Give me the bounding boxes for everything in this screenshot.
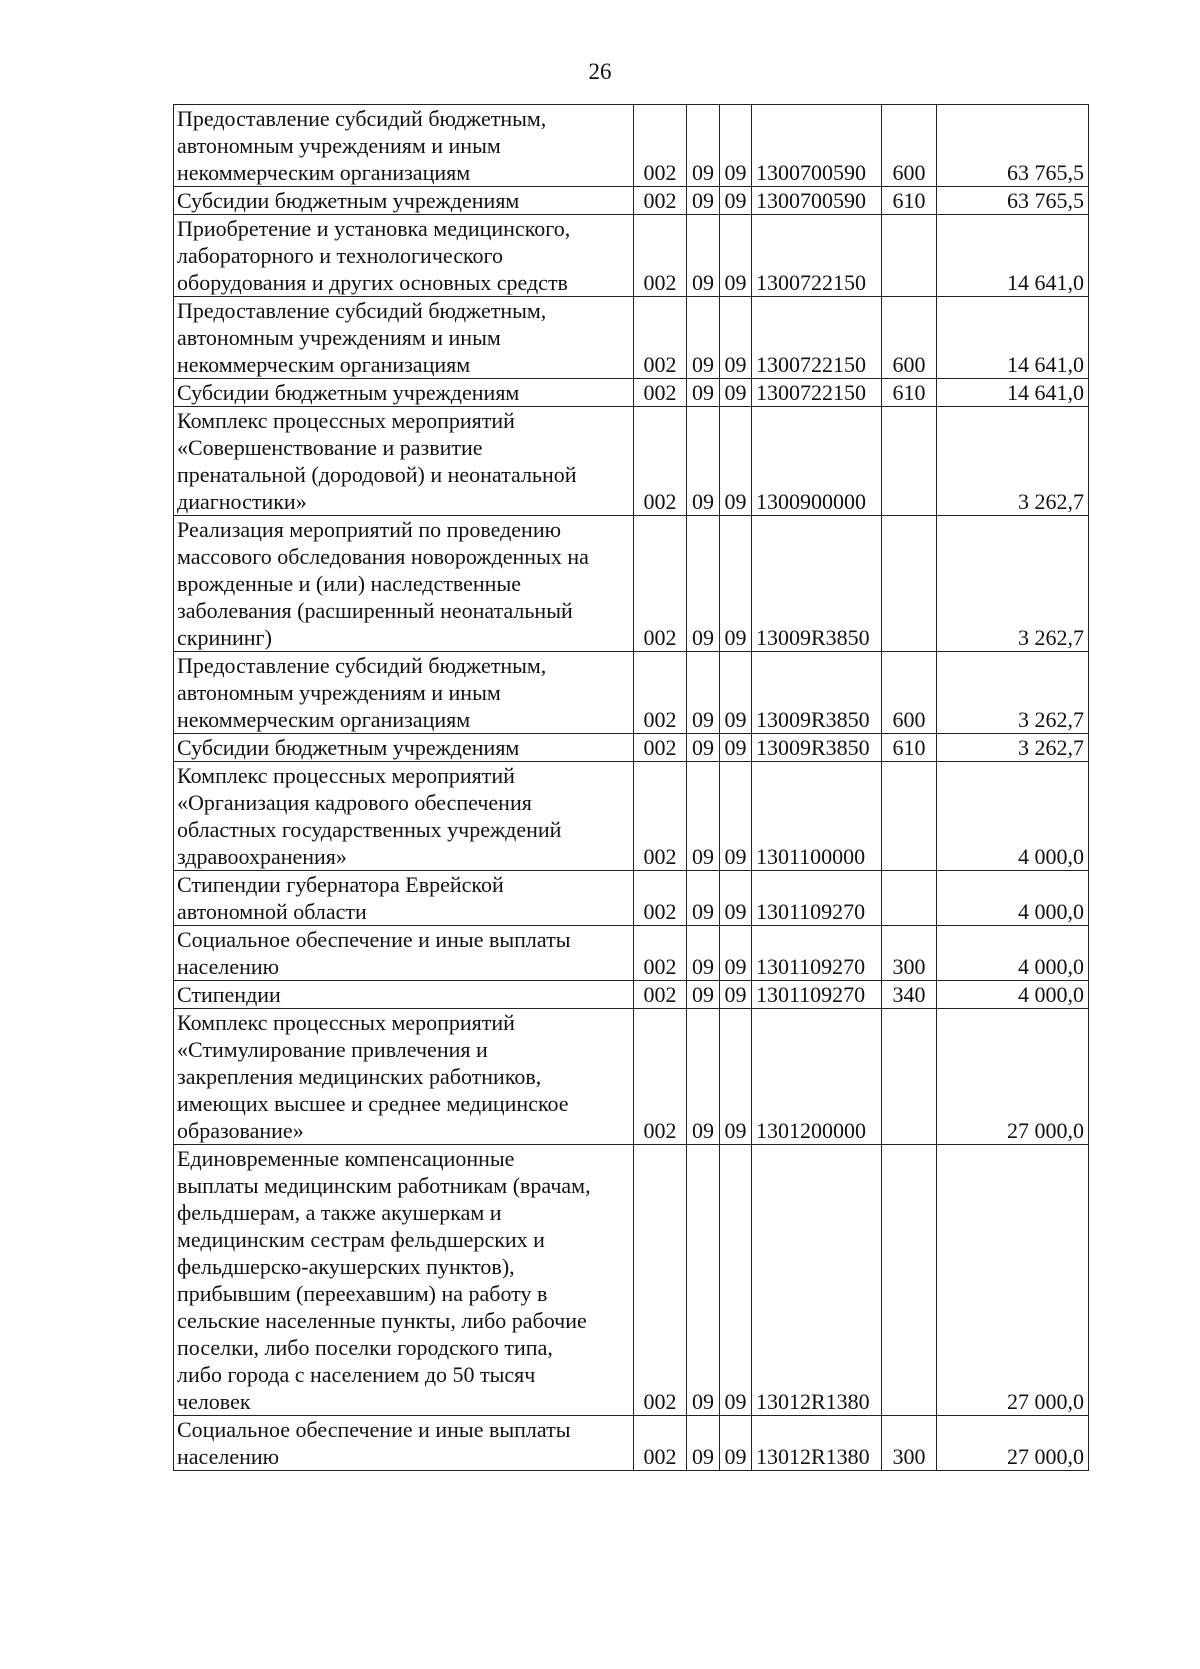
target-article-code-cell: 1300722150 [752,215,882,297]
item-name-line: Стипендии [177,982,281,1007]
item-name-cell [174,379,634,407]
budget-table-body [174,105,1089,1471]
department-code-cell: 002 [634,516,687,652]
target-article-code-cell: 1301100000 [752,762,882,871]
item-name-line: Комплекс процессных мероприятий [177,763,515,788]
item-name-line: Предоставление субсидий бюджетным, [177,298,547,323]
target-article-code-cell: 13012R1380 [752,1416,882,1471]
item-name-cell [174,215,634,297]
item-name-line: Предоставление субсидий бюджетным, [177,653,547,678]
expense-type-code-cell: 300 [882,926,937,981]
department-code-cell: 002 [634,734,687,762]
item-name-cell [174,1416,634,1471]
item-name-line: населению [177,954,280,979]
table-row [174,1145,1089,1416]
item-name-line: поселки, либо поселки городского типа, [177,1335,553,1360]
subsection-code-cell: 09 [720,379,752,407]
department-code-cell: 002 [634,105,687,187]
table-row [174,652,1089,734]
section-code-cell: 09 [687,762,720,871]
item-name-line: заболевания (расширенный неонатальный [177,598,573,623]
item-name-line: медицинским сестрам фельдшерских и [177,1227,545,1252]
amount-cell: 27 000,0 [937,1416,1089,1471]
item-name-line: «Организация кадрового обеспечения [177,790,532,815]
amount-cell: 63 765,5 [937,187,1089,215]
item-name-line: автономной области [177,899,367,924]
target-article-code-cell: 1300700590 [752,105,882,187]
expense-type-code-cell [882,516,937,652]
item-name-line: пренатальной (дородовой) и неонатальной [177,462,577,487]
section-code-cell: 09 [687,516,720,652]
item-name-line: массового обследования новорожденных на [177,544,589,569]
subsection-code-cell: 09 [720,407,752,516]
item-name-line: некоммерческим организациям [177,707,471,732]
subsection-code-cell: 09 [720,734,752,762]
item-name-line: либо города с населением до 50 тысяч [177,1362,536,1387]
section-code-cell: 09 [687,1145,720,1416]
item-name-line: сельские населенные пункты, либо рабочие [177,1308,587,1333]
item-name-line: Комплекс процессных мероприятий [177,408,515,433]
subsection-code-cell: 09 [720,1145,752,1416]
subsection-code-cell: 09 [720,981,752,1009]
item-name-line: Предоставление субсидий бюджетным, [177,106,547,131]
subsection-code-cell: 09 [720,215,752,297]
item-name-line: Социальное обеспечение и иные выплаты [177,927,571,952]
department-code-cell: 002 [634,407,687,516]
item-name-line: прибывшим (переехавшим) на работу в [177,1281,548,1306]
section-code-cell: 09 [687,734,720,762]
section-code-cell: 09 [687,1416,720,1471]
table-row [174,187,1089,215]
item-name-line: населению [177,1444,280,1469]
item-name-line: «Совершенствование и развитие [177,435,483,460]
section-code-cell: 09 [687,407,720,516]
item-name-cell [174,1145,634,1416]
item-name-line: имеющих высшее и среднее медицинское [177,1091,569,1116]
table-row [174,762,1089,871]
department-code-cell: 002 [634,215,687,297]
target-article-code-cell: 1301109270 [752,926,882,981]
section-code-cell: 09 [687,652,720,734]
expense-type-code-cell: 610 [882,379,937,407]
item-name-cell [174,981,634,1009]
target-article-code-cell: 1301109270 [752,981,882,1009]
amount-cell: 4 000,0 [937,762,1089,871]
subsection-code-cell: 09 [720,516,752,652]
target-article-code-cell: 1301200000 [752,1009,882,1145]
item-name-line: Субсидии бюджетным учреждениям [177,735,520,760]
item-name-line: образование» [177,1118,304,1143]
section-code-cell: 09 [687,105,720,187]
item-name-cell [174,652,634,734]
table-row [174,1009,1089,1145]
amount-cell: 4 000,0 [937,871,1089,926]
department-code-cell: 002 [634,926,687,981]
amount-cell: 3 262,7 [937,516,1089,652]
item-name-line: человек [177,1389,251,1414]
subsection-code-cell: 09 [720,652,752,734]
section-code-cell: 09 [687,926,720,981]
table-row [174,926,1089,981]
item-name-line: областных государственных учреждений [177,817,562,842]
item-name-line: автономным учреждениям и иным [177,133,501,158]
item-name-line: Единовременные компенсационные [177,1146,515,1171]
department-code-cell: 002 [634,1009,687,1145]
amount-cell: 27 000,0 [937,1145,1089,1416]
section-code-cell: 09 [687,981,720,1009]
expense-type-code-cell: 340 [882,981,937,1009]
item-name-line: некоммерческим организациям [177,352,471,377]
subsection-code-cell: 09 [720,1009,752,1145]
item-name-cell [174,407,634,516]
department-code-cell: 002 [634,187,687,215]
item-name-line: фельдшерам, а также акушеркам и [177,1200,502,1225]
subsection-code-cell: 09 [720,926,752,981]
amount-cell: 14 641,0 [937,297,1089,379]
table-row [174,734,1089,762]
item-name-line: Социальное обеспечение и иные выплаты [177,1417,571,1442]
item-name-line: «Стимулирование привлечения и [177,1037,488,1062]
expense-type-code-cell [882,871,937,926]
item-name-cell [174,516,634,652]
subsection-code-cell: 09 [720,297,752,379]
amount-cell: 14 641,0 [937,379,1089,407]
target-article-code-cell: 1300900000 [752,407,882,516]
item-name-line: скрининг) [177,625,272,650]
amount-cell: 27 000,0 [937,1009,1089,1145]
table-row [174,1416,1089,1471]
item-name-line: автономным учреждениям и иным [177,325,501,350]
expense-type-code-cell [882,762,937,871]
table-row [174,297,1089,379]
target-article-code-cell: 13009R3850 [752,734,882,762]
amount-cell: 3 262,7 [937,734,1089,762]
expense-type-code-cell: 300 [882,1416,937,1471]
subsection-code-cell: 09 [720,105,752,187]
amount-cell: 4 000,0 [937,981,1089,1009]
expense-type-code-cell: 610 [882,187,937,215]
expense-type-code-cell [882,1009,937,1145]
item-name-cell [174,762,634,871]
item-name-line: фельдшерско-акушерских пунктов), [177,1254,515,1279]
expense-type-code-cell: 600 [882,297,937,379]
item-name-line: автономным учреждениям и иным [177,680,501,705]
expense-type-code-cell: 600 [882,105,937,187]
page-number: 26 [588,59,612,84]
item-name-cell [174,105,634,187]
item-name-line: врожденные и (или) наследственные [177,571,521,596]
expense-type-code-cell: 600 [882,652,937,734]
subsection-code-cell: 09 [720,871,752,926]
table-row [174,215,1089,297]
expense-type-code-cell [882,1145,937,1416]
item-name-cell [174,871,634,926]
department-code-cell: 002 [634,1145,687,1416]
department-code-cell: 002 [634,297,687,379]
item-name-line: некоммерческим организациям [177,160,471,185]
table-row [174,379,1089,407]
department-code-cell: 002 [634,762,687,871]
table-row [174,871,1089,926]
amount-cell: 4 000,0 [937,926,1089,981]
department-code-cell: 002 [634,981,687,1009]
item-name-cell [174,1009,634,1145]
section-code-cell: 09 [687,297,720,379]
item-name-line: диагностики» [177,489,307,514]
section-code-cell: 09 [687,187,720,215]
item-name-line: выплаты медицинским работникам (врачам, [177,1173,591,1198]
target-article-code-cell: 1300722150 [752,297,882,379]
subsection-code-cell: 09 [720,1416,752,1471]
amount-cell: 3 262,7 [937,407,1089,516]
target-article-code-cell: 1300700590 [752,187,882,215]
section-code-cell: 09 [687,379,720,407]
amount-cell: 14 641,0 [937,215,1089,297]
target-article-code-cell: 1300722150 [752,379,882,407]
item-name-line: закрепления медицинских работников, [177,1064,542,1089]
department-code-cell: 002 [634,871,687,926]
expense-type-code-cell: 610 [882,734,937,762]
table-row [174,105,1089,187]
item-name-line: Комплекс процессных мероприятий [177,1010,515,1035]
item-name-cell [174,187,634,215]
item-name-line: здравоохранения» [177,844,347,869]
target-article-code-cell: 1301109270 [752,871,882,926]
table-row [174,516,1089,652]
department-code-cell: 002 [634,1416,687,1471]
amount-cell: 63 765,5 [937,105,1089,187]
item-name-cell [174,734,634,762]
expense-type-code-cell [882,215,937,297]
budget-table [173,104,1089,1471]
item-name-cell [174,926,634,981]
section-code-cell: 09 [687,1009,720,1145]
item-name-line: Приобретение и установка медицинского, [177,216,571,241]
subsection-code-cell: 09 [720,762,752,871]
section-code-cell: 09 [687,871,720,926]
department-code-cell: 002 [634,379,687,407]
expense-type-code-cell [882,407,937,516]
item-name-line: лабораторного и технологического [177,243,504,268]
target-article-code-cell: 13009R3850 [752,652,882,734]
item-name-line: Реализация мероприятий по проведению [177,517,562,542]
item-name-cell [174,297,634,379]
subsection-code-cell: 09 [720,187,752,215]
item-name-line: оборудования и других основных средств [177,270,568,295]
table-row [174,407,1089,516]
item-name-line: Субсидии бюджетным учреждениям [177,188,520,213]
amount-cell: 3 262,7 [937,652,1089,734]
department-code-cell: 002 [634,652,687,734]
target-article-code-cell: 13009R3850 [752,516,882,652]
table-row [174,981,1089,1009]
section-code-cell: 09 [687,215,720,297]
item-name-line: Субсидии бюджетным учреждениям [177,380,520,405]
target-article-code-cell: 13012R1380 [752,1145,882,1416]
item-name-line: Стипендии губернатора Еврейской [177,872,504,897]
